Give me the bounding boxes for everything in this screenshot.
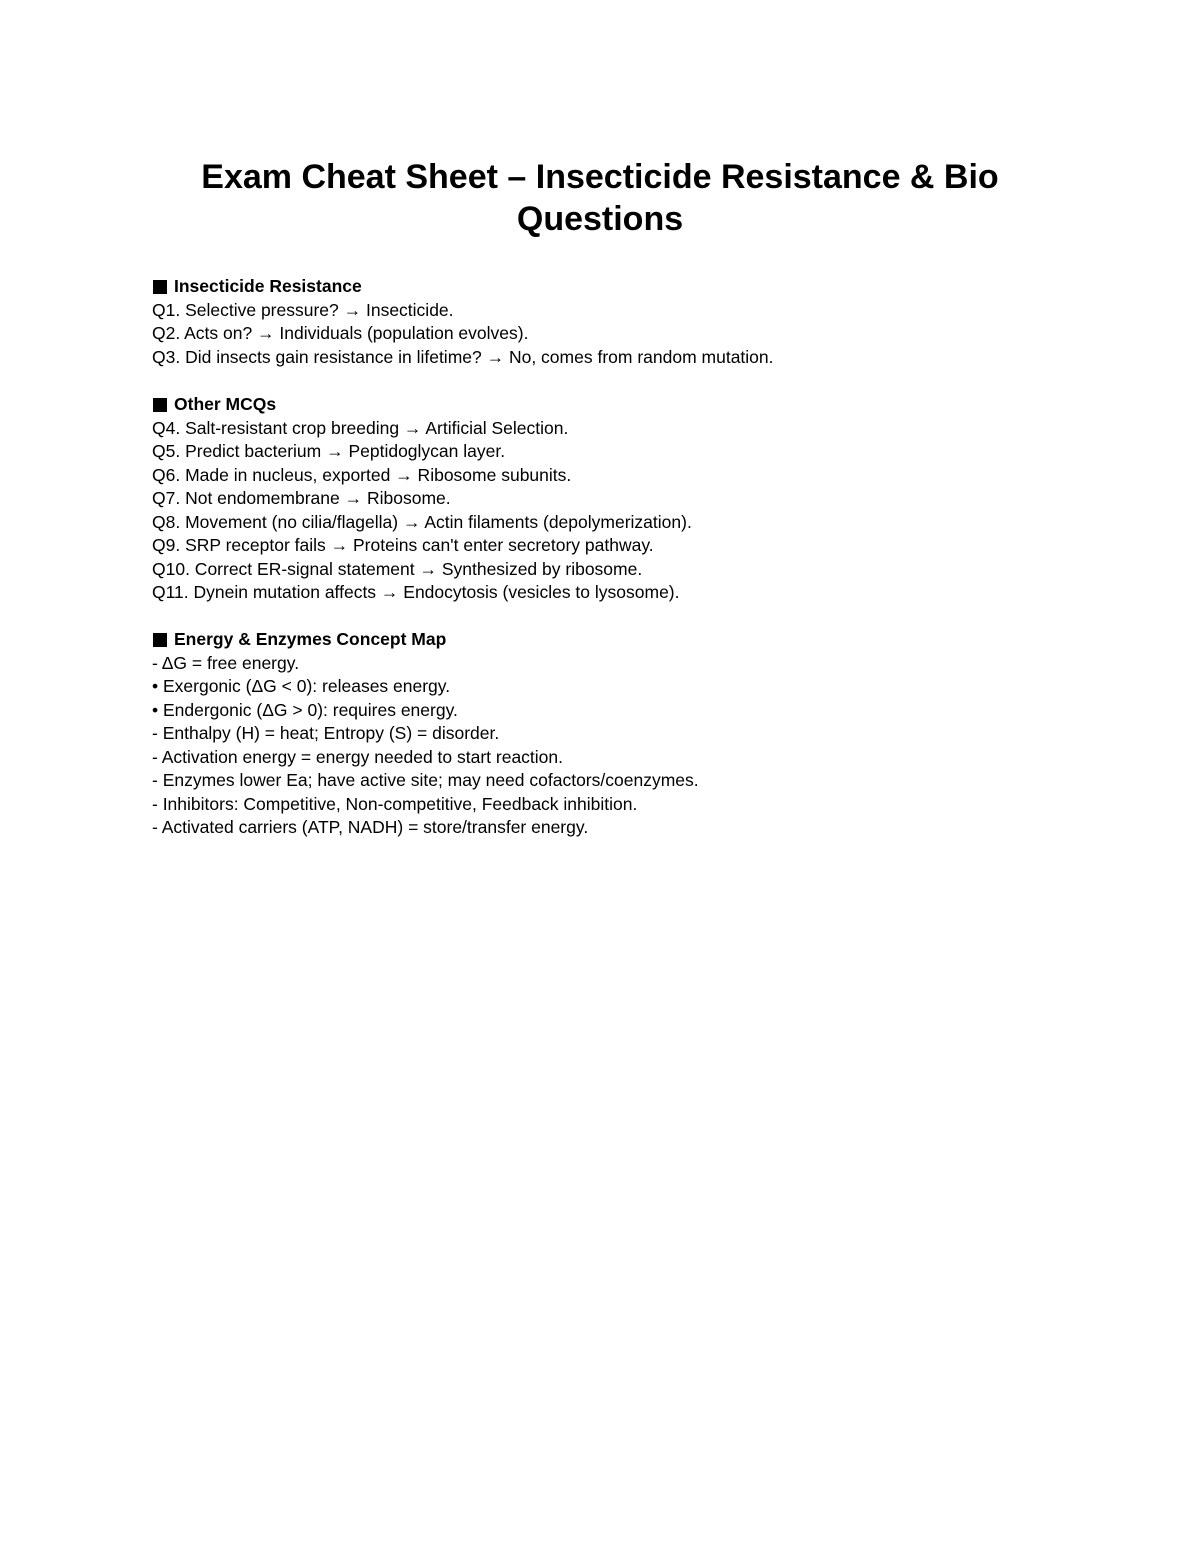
list-item: Q8. Movement (no cilia/flagella) → Actin filaments (depolymerization). — [152, 511, 692, 532]
square-bullet-icon — [153, 398, 167, 412]
page-title: Exam Cheat Sheet – Insecticide Resistance & Bio Questions — [201, 158, 999, 238]
list-item: - Enthalpy (H) = heat; Entropy (S) = disorder. — [152, 723, 500, 743]
list-item: - Activated carriers (ATP, NADH) = store/transfer energy. — [152, 817, 589, 837]
section-other-mcqs — [152, 393, 1112, 605]
section-heading — [152, 628, 1112, 652]
list-item: Q4. Salt-resistant crop breeding → Artificial Selection. — [152, 417, 569, 438]
list-item: Q5. Predict bacterium → Peptidoglycan layer. — [152, 441, 506, 461]
list-item: Q11. Dynein mutation affects → Endocytosis (vesicles to lysosome). — [152, 582, 680, 602]
list-item: - ΔG = free energy. — [152, 652, 300, 673]
section-insecticide-resistance — [152, 275, 1112, 369]
list-item: • Exergonic (ΔG < 0): releases energy. — [152, 676, 451, 696]
list-item: - Inhibitors: Competitive, Non-competitive, Feedback inhibition. — [152, 793, 638, 814]
list-item: - Activation energy = energy needed to start reaction. — [152, 746, 564, 767]
list-item: Q7. Not endomembrane → Ribosome. — [152, 488, 451, 508]
list-item: Q1. Selective pressure? → Insecticide. — [152, 299, 454, 320]
section-heading — [152, 275, 1112, 299]
list-item: Q10. Correct ER-signal statement → Synthesized by ribosome. — [152, 558, 643, 579]
section-heading-text: Other MCQs — [174, 394, 277, 414]
section-heading-text: Insecticide Resistance — [174, 276, 362, 296]
section-heading — [152, 393, 1112, 417]
list-item: Q2. Acts on? → Individuals (population evolves). — [152, 323, 529, 343]
list-item: - Enzymes lower Ea; have active site; may need cofactors/coenzymes. — [152, 770, 699, 790]
list-item: Q6. Made in nucleus, exported → Ribosome subunits. — [152, 464, 572, 485]
square-bullet-icon — [153, 633, 167, 647]
list-item: Q9. SRP receptor fails → Proteins can't enter secretory pathway. — [152, 535, 654, 555]
square-bullet-icon — [153, 280, 167, 294]
list-item: • Endergonic (ΔG > 0): requires energy. — [152, 699, 458, 720]
list-item: Q3. Did insects gain resistance in lifetime? → No, comes from random mutation. — [152, 346, 774, 367]
section-energy-enzymes — [152, 628, 1112, 840]
section-heading-text: Energy & Enzymes Concept Map — [174, 629, 447, 649]
